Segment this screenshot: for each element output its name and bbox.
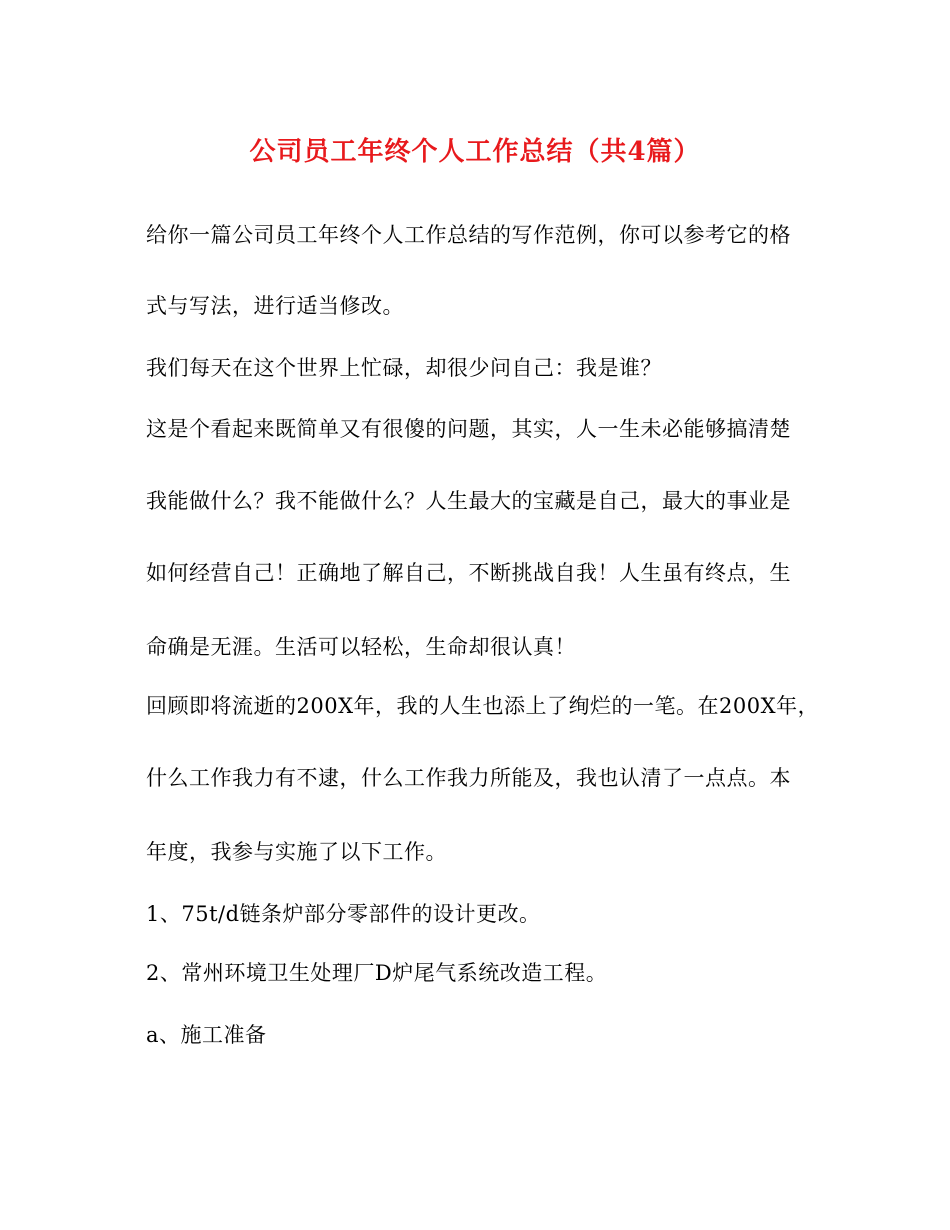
paragraph-line: 我能做什么？我不能做什么？人生最大的宝藏是自己，最大的事业是 bbox=[146, 489, 791, 513]
paragraph-line: 给你一篇公司员工年终个人工作总结的写作范例，你可以参考它的格 bbox=[146, 223, 791, 247]
document-title: 公司员工年终个人工作总结（共4篇） bbox=[249, 137, 701, 167]
paragraph-line: 命确是无涯。生活可以轻松，生命却很认真！ bbox=[146, 635, 576, 659]
paragraph-line: 年度，我参与实施了以下工作。 bbox=[146, 840, 447, 864]
list-item: a、施工准备 bbox=[146, 1023, 267, 1047]
paragraph-line: 如何经营自己！正确地了解自己，不断挑战自我！人生虽有终点，生 bbox=[146, 561, 791, 585]
paragraph-line: 这是个看起来既简单又有很傻的问题，其实，人一生未必能够搞清楚 bbox=[146, 417, 791, 441]
paragraph-line: 我们每天在这个世界上忙碌，却很少问自己：我是谁？ bbox=[146, 356, 662, 380]
paragraph-line: 式与写法，进行适当修改。 bbox=[146, 294, 404, 318]
paragraph-line: 回顾即将流逝的200X年，我的人生也添上了绚烂的一笔。在200X年， bbox=[146, 694, 820, 718]
list-item: 2、常州环境卫生处理厂D炉尾气系统改造工程。 bbox=[146, 961, 608, 985]
list-item: 1、75t/d链条炉部分零部件的设计更改。 bbox=[146, 902, 541, 926]
paragraph-line: 什么工作我力有不逮，什么工作我力所能及，我也认清了一点点。本 bbox=[146, 766, 791, 790]
